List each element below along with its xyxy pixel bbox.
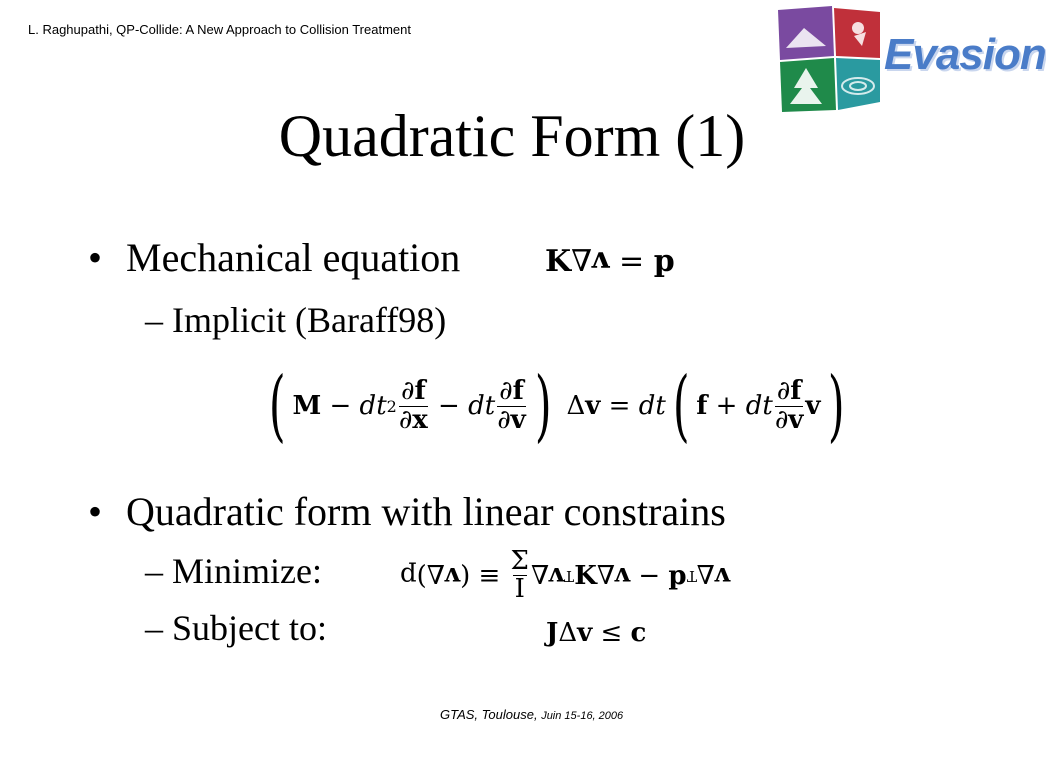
equation-constraint: JΔv ≤ c [546, 618, 647, 648]
bullet-dot-icon: • [88, 235, 103, 280]
equation-minimize: p (∇ v ) ≡ $\frac{\Sigma}{I}$ ∇ v T K ∇ v − p T ∇ v [400, 546, 730, 605]
bullet-text: Quadratic form with linear constrains [126, 489, 726, 534]
bullet-mechanical-equation [88, 234, 460, 282]
bullet-quadratic-form [88, 488, 726, 536]
slide-title: Quadratic Form (1) [278, 103, 746, 169]
footer [440, 707, 623, 722]
footer-date: Juin 15-16, 2006 [541, 710, 624, 722]
logo-brand-text: Evasion [884, 30, 1046, 79]
footer-event: GTAS, Toulouse, [440, 707, 538, 722]
author-line: L. Raghupathi, QP-Collide: A New Approach to Collision Treatment [28, 22, 411, 37]
bullet-dot-icon: • [88, 489, 103, 534]
sub-bullet-subject-to: – Subject to: [145, 608, 327, 648]
sub-bullet-minimize: – Minimize: [145, 551, 322, 591]
logo-tiles-icon [778, 6, 880, 112]
sub-bullet-implicit: – Implicit (Baraff98) [145, 300, 447, 340]
equation-implicit: ( M − dt 2 $\frac{\partial f}{\partial x}$ − dt $\frac{\partial f}{\partial v}$ ) Δ v = dt ( f + dt $\frac{\partial f}{\partial v}$ v ) [268, 361, 845, 451]
bullet-text: Mechanical equation [126, 235, 461, 280]
equation-mechanical: K∇v = p [545, 244, 675, 279]
